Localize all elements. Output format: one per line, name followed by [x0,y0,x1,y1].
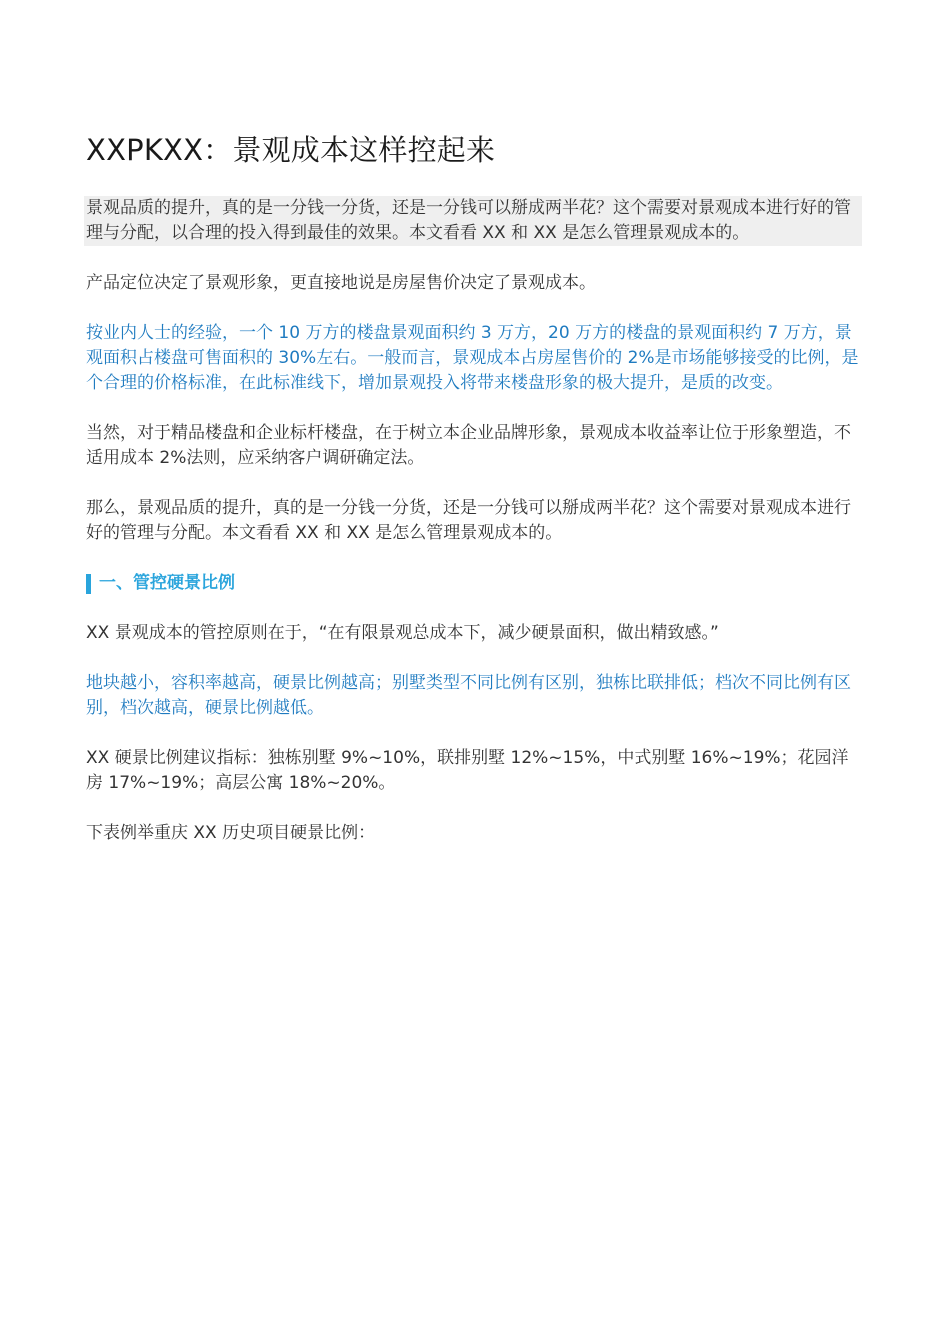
section-heading-hardscape-ratio [86,571,862,596]
document-page [86,130,862,871]
intro-paragraph: 景观品质的提升，真的是一分钱一分货，还是一分钱可以掰成两半花？这个需要对景观成本进行好的管理与分配，以合理的投入得到最佳的效果。本文看看 XX 和 XX 是怎么管理景观成本的。 [84,196,862,246]
paragraph-positioning: 产品定位决定了景观形象，更直接地说是房屋售价决定了景观成本。 [86,273,596,293]
paragraph-ratio-rules: 地块越小，容积率越高，硬景比例越高；别墅类型不同比例有区别，独栋比联排低；档次不同比例有区别，档次越高，硬景比例越低。 [86,673,851,718]
paragraph-premium-projects: 当然，对于精品楼盘和企业标杆楼盘，在于树立本企业品牌形象，景观成本收益率让位于形象塑造，不适用成本 2%法则，应采纳客户调研确定法。 [86,423,851,468]
paragraph-ratio-indicators: XX 硬景比例建议指标：独栋别墅 9%~10%，联排别墅 12%~15%，中式别墅 16%~19%；花园洋房 17%~19%；高层公寓 18%~20%。 [86,748,849,793]
paragraph-control-principle: XX 景观成本的管控原则在于，“在有限景观总成本下，减少硬景面积，做出精致感。” [86,623,719,643]
paragraph-summary: 那么，景观品质的提升，真的是一分钱一分货，还是一分钱可以掰成两半花？这个需要对景观成本进行好的管理与分配。本文看看 XX 和 XX 是怎么管理景观成本的。 [86,498,851,543]
page-title: XXPKXX：景观成本这样控起来 [86,133,496,167]
paragraph-industry-experience: 按业内人士的经验，一个 10 万方的楼盘景观面积约 3 万方，20 万方的楼盘的景观面积约 7 万方，景观面积占楼盘可售面积的 30%左右。一般而言，景观成本占房屋售价的 2%是市场能够接受的比例，是个合理的价格标准，在此标准线下，增加景观投入将带来楼盘形象的极大提升，是质的改变。 [86,323,859,393]
heading-bar-icon [86,574,91,594]
paragraph-table-intro: 下表例举重庆 XX 历史项目硬景比例： [86,823,376,843]
section-heading-text: 一、管控硬景比例 [99,573,235,593]
